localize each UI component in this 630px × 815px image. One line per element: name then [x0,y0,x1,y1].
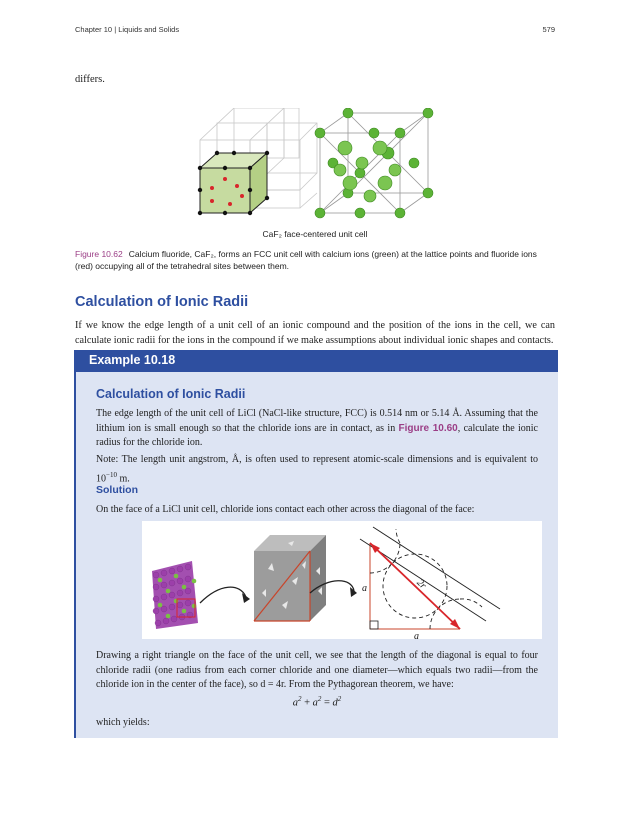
licl-face-diagram [142,521,542,639]
note-text-end: m. [116,472,130,484]
eq-exp-3: 2 [337,695,342,703]
page-number: 579 [542,25,555,34]
figure-caption-text: Calcium fluoride, CaF₂, forms an FCC unit cell with calcium ions (green) at the lattice points and fluoride ions (red) occupying all of the tetrahedral sites between them. [75,249,537,271]
calcium-ions-green [315,108,433,218]
grey-unit-cell-cube [254,535,326,621]
example-header: Example 10.18 [89,353,176,367]
eq-term-1: a [292,697,298,709]
base-a-label: a [414,631,419,639]
explanation-text: Drawing a right triangle on the face of the unit cell, we see that the length of the diagonal is equal to four chloride radii (one radius from each corner chloride and one diameter—which equals two radii—from the chloride ion in the center of the face), so d = 4r. From the Pythagorean theorem, we have: [96,650,538,690]
figure-caption [75,248,555,272]
eq-term-2: a [312,697,318,709]
example-box [74,350,558,738]
highlighted-unit-cube [200,153,267,213]
side-a-label: a [362,583,367,594]
yields-text: which yields: [96,717,150,728]
eq-rhs: d [332,697,338,709]
pythagorean-equation [76,695,558,709]
example-problem [96,407,538,451]
problem-text-end: , calculate the ionic radius for the chloride ion. [96,422,538,448]
problem-text-start: The edge length of the unit cell of LiCl (NaCl-like structure, FCC) is 0.514 nm or 5.14 Å. Assuming that the lithium ion is small enough so that the chloride ions are in contact, as in [96,408,538,434]
note-text: Note: The length unit angstrom, Å, is often used to represent atomic-scale dimensions and is equivalent to 10 [96,454,538,484]
eq-equals: = [321,697,333,709]
note-exponent: −10 [106,470,117,479]
figure-label: Figure 10.62 [75,249,123,259]
licl-crystal-block [152,561,198,629]
lead-text: differs. [75,74,105,85]
example-title: Calculation of Ionic Radii [96,387,246,401]
figure-center-caption: CaF₂ face-centered unit cell [262,229,368,239]
diagonal-2r-label: 2r [414,577,429,592]
eq-exp-1: 2 [297,695,302,703]
caf2-unit-cell-figure [190,108,450,228]
solution-text: On the face of a LiCl unit cell, chloride ions contact each other across the diagonal of the face: [96,504,475,515]
running-header-chapter: Chapter 10 | Liquids and Solids [75,25,180,34]
example-header-bar [76,350,558,372]
eq-plus: + [301,697,313,709]
example-note [96,453,538,486]
section-title: Calculation of Ionic Radii [75,294,249,310]
eq-exp-2: 2 [317,695,322,703]
figure-10-60-link[interactable]: Figure 10.60 [398,422,458,434]
section-intro: If we know the edge length of a unit cell of an ionic compound and the position of the ions in the cell, we can calculate ionic radii for the ions in the compound if we make assumptions about individual ionic shapes and contacts. [75,320,555,346]
solution-heading: Solution [96,484,138,496]
